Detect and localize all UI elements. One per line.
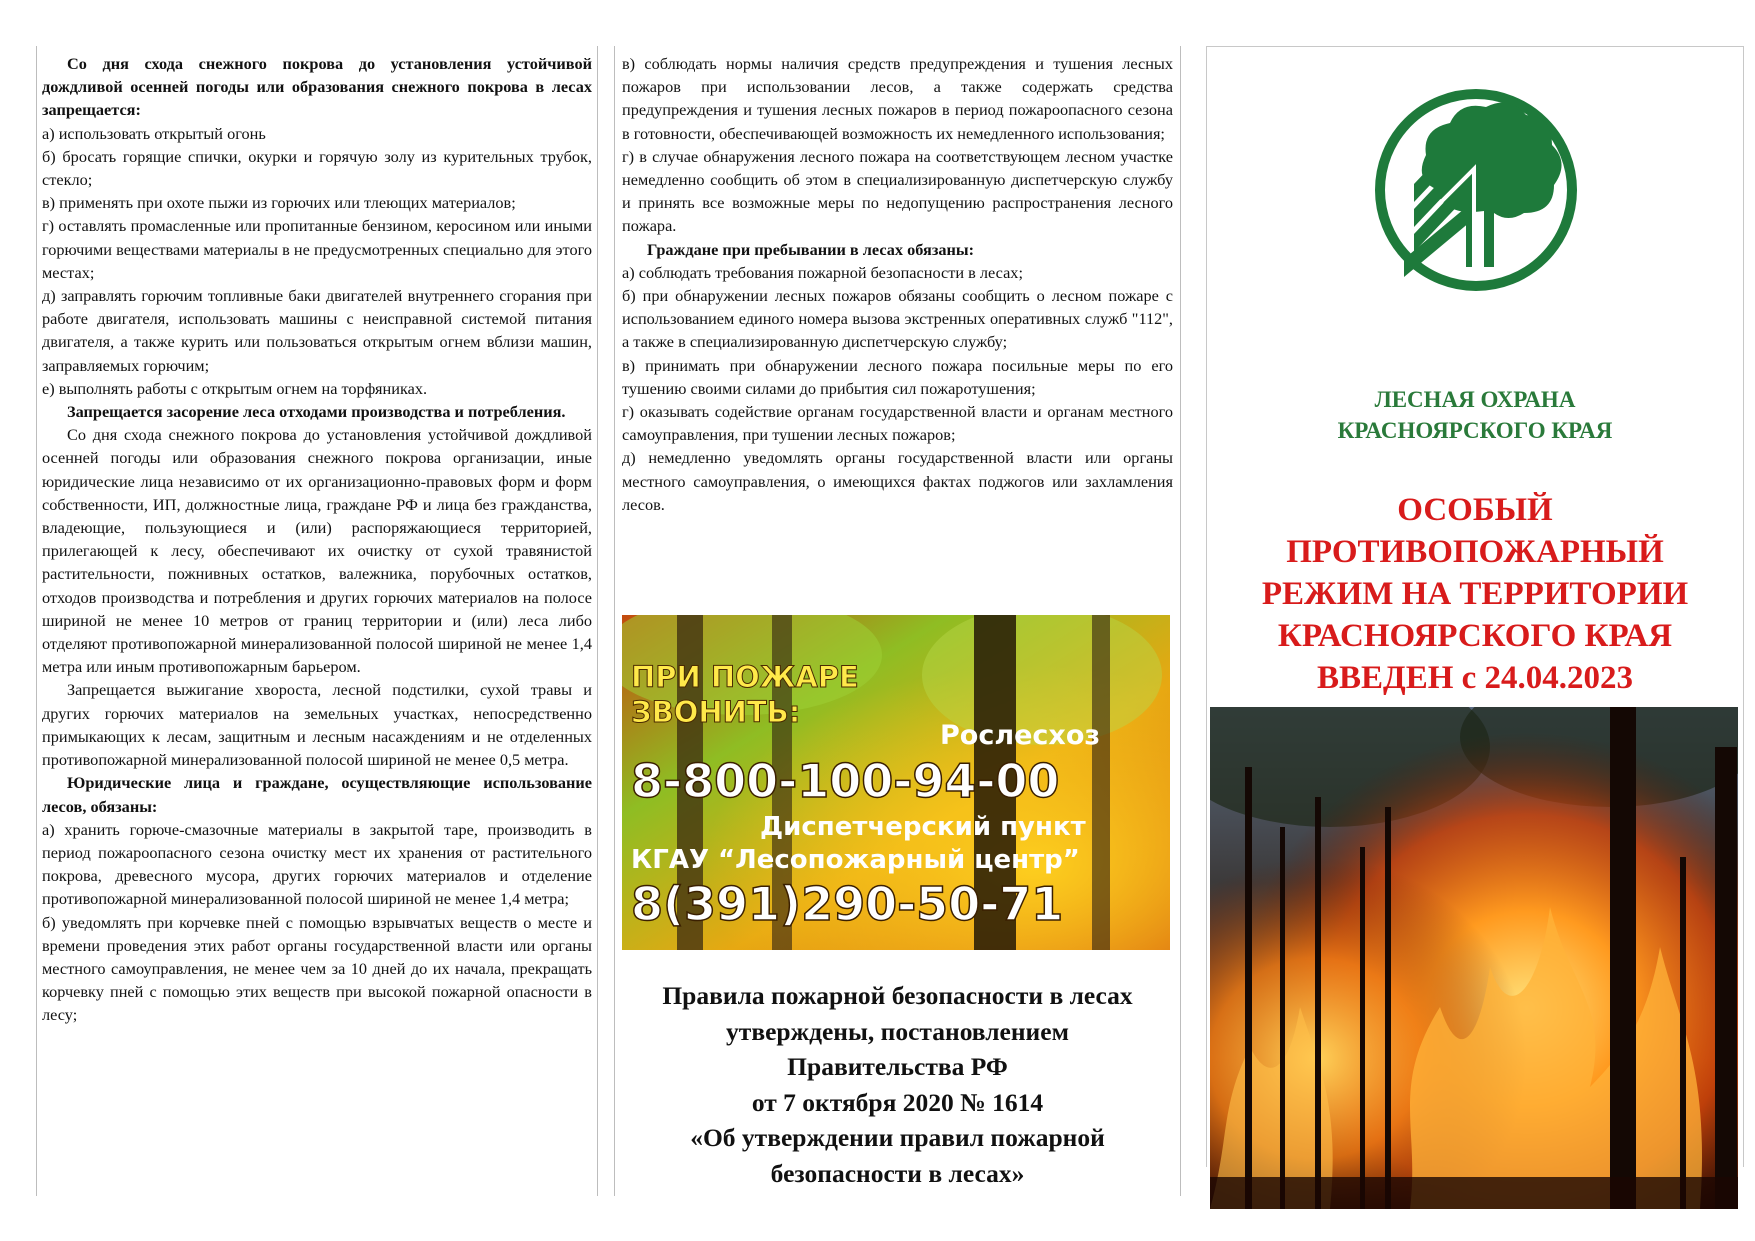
list-item: в) применять при охоте пыжи из горючих или тлеющих материалов;: [42, 193, 516, 213]
list-item: г) оказывать содействие органам государственной власти и органам местного самоуправления, при тушении лесных пожаров;: [622, 402, 1173, 445]
banner-line1: ПРИ ПОЖАРЕ: [631, 660, 859, 694]
announcement-line: ВВЕДЕН с 24.04.2023: [1316, 660, 1634, 696]
banner-org2b: КГАУ “Лесопожарный центр”: [631, 845, 1080, 875]
heading-prohibited: Со дня схода снежного покрова до установления устойчивой дождливой осенней погоды или образования снежного покрова в лесах запрещается:: [42, 54, 592, 120]
announcement-line: ОСОБЫЙ: [1397, 492, 1553, 528]
banner-org1: Рослесхоз: [940, 720, 1101, 751]
column-middle: [614, 46, 1181, 1196]
rules-line: от 7 октября 2020 № 1614: [751, 1087, 1044, 1117]
fire-regime-announcement: [1207, 489, 1743, 699]
list-item: б) уведомлять при корчевке пней с помощью взрывчатых веществ о месте и времени проведения этих работ органы государственной власти или органы местного самоуправления, не менее чем за 10 дней до их начала, прекращать корчевку пней с помощью этих веществ при высокой пожарной опасности в лесу;: [42, 912, 592, 1025]
list-item: е) выполнять работы с открытым огнем на торфяниках.: [42, 378, 428, 398]
banner-org2a: Диспетчерский пункт: [760, 812, 1086, 842]
column-left: [36, 46, 598, 1196]
banner-line2: ЗВОНИТЬ:: [631, 695, 801, 729]
banner-phone2: 8(391)290-50-71: [631, 877, 1064, 931]
banner-phone1: 8-800-100-94-00: [631, 754, 1060, 808]
list-item: б) бросать горящие спички, окурки и горячую золу из курительных трубок, стекло;: [42, 146, 592, 190]
heading-citizens: Граждане при пребывании в лесах обязаны:: [647, 239, 975, 259]
list-item: г) в случае обнаружения лесного пожара на соответствующем лесном участке немедленно сообщить об этом в специализированную диспетчерскую службу и принять все возможные меры по недопущению распространения лесного пожара.: [622, 146, 1173, 236]
list-item: а) соблюдать требования пожарной безопасности в лесах;: [622, 262, 1023, 282]
list-item: в) соблюдать нормы наличия средств предупреждения и тушения лесных пожаров при использовании лесов, а также содержать средства предупреждения и тушения лесных пожаров в период пожароопасного сезона в готовности, обеспечивающей возможность их немедленного использования;: [622, 54, 1173, 143]
fire-hotline-banner: [622, 615, 1170, 950]
list-item: а) использовать открытый огонь: [42, 123, 266, 143]
list-item: б) при обнаружении лесных пожаров обязаны сообщить о лесном пожаре с использованием единого номера вызова экстренных оперативных служб "112", а также в специализированную диспетчерскую службу;: [622, 286, 1173, 352]
list-item: д) немедленно уведомлять органы государственной власти или органы местного самоуправления, о имеющихся фактах поджогов или захламления лесов.: [622, 448, 1173, 514]
column-cover: [1206, 46, 1744, 1167]
rules-text-left: [42, 52, 592, 1027]
organization-name: [1207, 384, 1743, 446]
forest-protection-logo-icon: [1374, 89, 1578, 291]
organization-line: ЛЕСНАЯ ОХРАНА: [1374, 387, 1576, 412]
announcement-line: РЕЖИМ НА ТЕРРИТОРИИ: [1261, 576, 1689, 612]
rules-line: «Об утверждении правил пожарной: [690, 1123, 1105, 1152]
forest-fire-photo: [1210, 707, 1738, 1209]
paragraph: Запрещается выжигание хвороста, лесной подстилки, сухой травы и других горючих материалов на земельных участках, непосредственно примыкающих к лесам, защитным и лесным насаждениям и не отделенных противопожарной минерализованной полосой шириной не менее 0,5 метра.: [42, 680, 592, 770]
heading-littering: Запрещается засорение леса отходами производства и потребления.: [67, 402, 566, 422]
announcement-line: ПРОТИВОПОЖАРНЫЙ: [1286, 534, 1664, 570]
list-item: в) принимать при обнаружении лесного пожара посильные меры по его тушению своими силами до прибытия сил пожаротушения;: [622, 355, 1173, 398]
announcement-line: КРАСНОЯРСКОГО КРАЯ: [1277, 618, 1673, 654]
list-item: д) заправлять горючим топливные баки двигателей внутреннего сгорания при работе двигателя, использовать машины с неисправной системой питания двигателя, а также курить или пользоваться открытым огнем вблизи машин, заправляемых горючим;: [42, 286, 592, 375]
rules-reference: [615, 978, 1180, 1191]
paragraph: Со дня схода снежного покрова до установления устойчивой дождливой осенней погоды или образования снежного покрова организации, иные юридические лица независимо от их организационно-правовых форм и форм собственности, ИП, должностные лица, граждане РФ и лица без гражданства, владеющие, пользующиеся и (или) распоряжающиеся территорией, прилегающей к лесу, обеспечивают их очистку от сухой травянистой растительности, пожнивных остатков, валежника, порубочных остатков, отходов производства и потребления и других горючих материалов на полосе шириной не менее 10 метров от границ территории и (или) леса либо отделяют противопожарной минерализованной полосой шириной не менее 1,4 метра или иным противопожарным барьером.: [42, 425, 592, 677]
rules-line: Правила пожарной безопасности в лесах: [662, 981, 1133, 1010]
rules-text-middle: [622, 52, 1173, 516]
list-item: а) хранить горюче-смазочные материалы в закрытой таре, производить в период пожароопасного сезона очистку мест их хранения от растительного покрова, древесного мусора, других горючих материалов и отделение противопожарной минерализованной полосой шириной не менее 1,4 метра;: [42, 819, 592, 909]
list-item: г) оставлять промасленные или пропитанные бензином, керосином или иными горючими веществами материалы в не предусмотренных специально для этого местах;: [42, 216, 592, 282]
rules-line: Правительства РФ: [787, 1052, 1008, 1081]
rules-line: утверждены, постановлением: [726, 1016, 1069, 1046]
rules-line: безопасности в лесах»: [770, 1158, 1025, 1188]
organization-line: КРАСНОЯРСКОГО КРАЯ: [1337, 418, 1613, 443]
heading-obligations: Юридические лица и граждане, осуществляющие использование лесов, обязаны:: [42, 773, 592, 816]
